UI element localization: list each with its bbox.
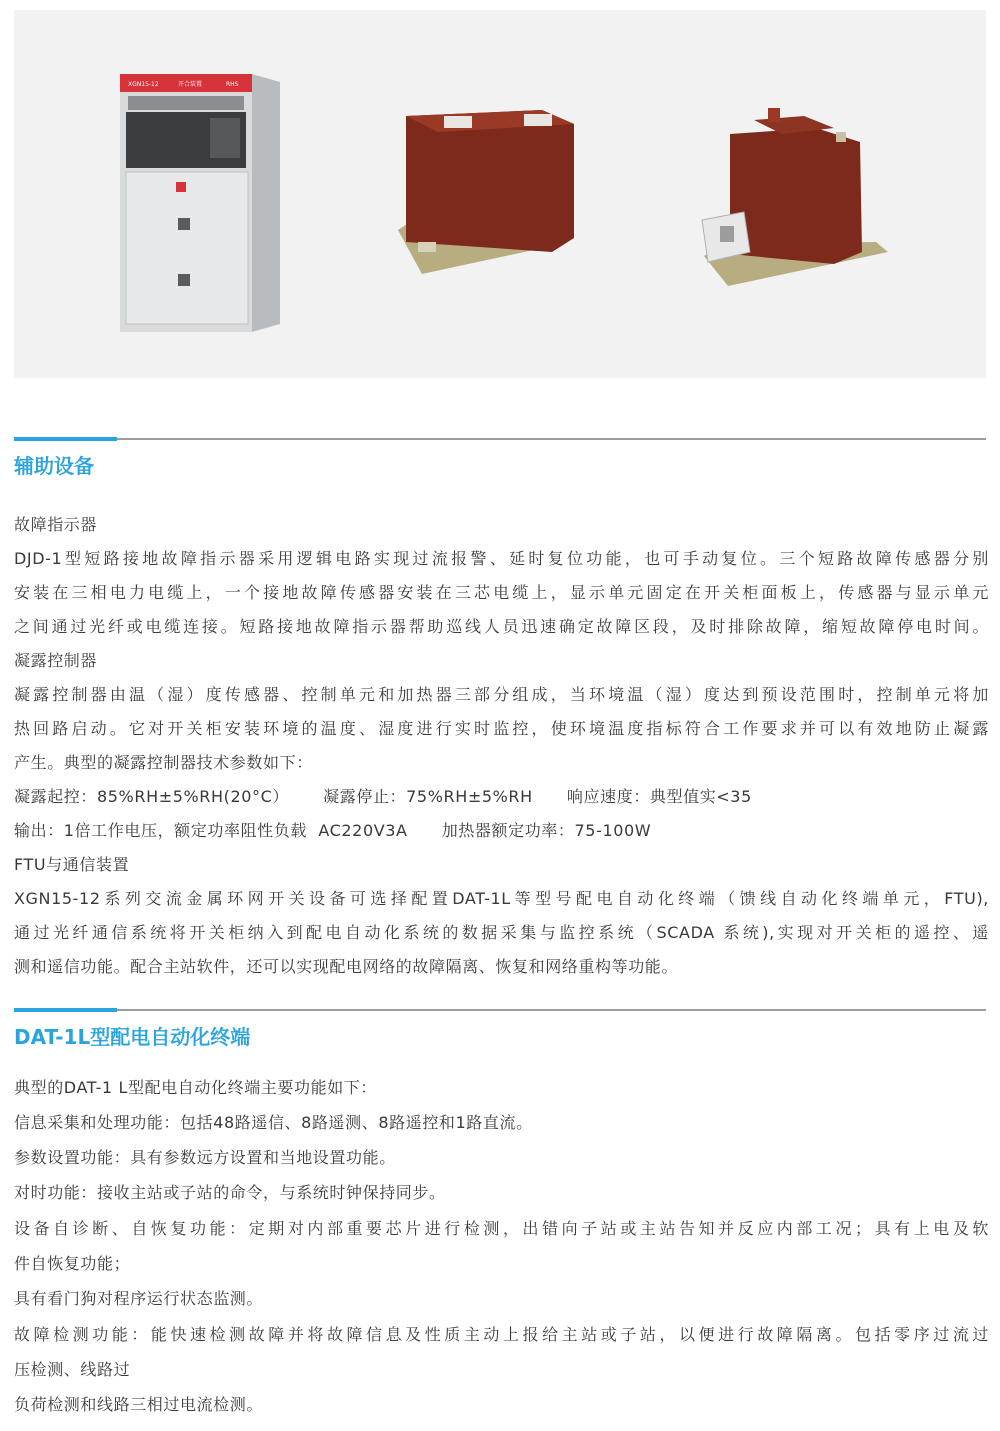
divider-accent [14, 437, 117, 441]
subheading-ftu: FTU与通信装置 [14, 855, 130, 874]
paragraph-line: 对时功能：接收主站或子站的命令，与系统时钟保持同步。 [14, 1183, 446, 1202]
subheading-fault-indicator: 故障指示器 [14, 515, 98, 534]
divider-line [117, 1009, 986, 1011]
paragraph-line: 通过光纤通信系统将开关柜纳入到配电自动化系统的数据采集与监控系统（SCADA 系统),实现对开关柜的遥控、遥 [14, 923, 989, 942]
subheading-condensation-controller: 凝露控制器 [14, 651, 98, 670]
divider-accent [14, 1008, 117, 1012]
paragraph-line: 热回路启动。它对开关柜安装环境的温度、湿度进行实时监控，使环境温度指标符合工作要求并可以有效地防止凝露 [14, 719, 989, 738]
paragraph-line: 凝露控制器由温（湿）度传感器、控制单元和加热器三部分组成，当环境温（湿）度达到预设范围时，控制单元将加 [14, 685, 989, 704]
switchgear-cabinet-image [114, 60, 284, 338]
voltage-transformer-image [684, 102, 894, 292]
current-transformer-image [392, 102, 582, 280]
spec-line: 输出：1倍工作电压，额定功率阻性负载 AC220V3A 加热器额定功率：75-100W [14, 821, 652, 840]
paragraph-line: 具有看门狗对程序运行状态监测。 [14, 1289, 264, 1308]
section-title-auxiliary: 辅助设备 [14, 454, 94, 478]
paragraph-line: 典型的DAT-1 L型配电自动化终端主要功能如下： [14, 1078, 378, 1097]
paragraph-line: 参数设置功能：具有参数远方设置和当地设置功能。 [14, 1148, 396, 1167]
paragraph-line: 件自恢复功能； [14, 1254, 131, 1273]
paragraph-line: 设备自诊断、自恢复功能：定期对内部重要芯片进行检测，出错向子站或主站告知并反应内部工况；具有上电及软 [14, 1219, 989, 1238]
section-title-dat-1l: DAT-1L型配电自动化终端 [14, 1025, 251, 1049]
panel-label-name: 开合装置 [178, 81, 203, 88]
paragraph-line: 压检测、线路过 [14, 1360, 131, 1379]
divider-line [117, 438, 986, 440]
paragraph-line: 产生。典型的凝露控制器技术参数如下： [14, 753, 313, 772]
spec-line: 凝露起控：85%RH±5%RH(20°C） 凝露停止：75%RH±5%RH 响应速度：典型值实<35 [14, 787, 752, 806]
panel-label-model: XGN15-12 [128, 81, 159, 88]
product-image-band [14, 10, 986, 378]
paragraph-line: 安装在三相电力电缆上，一个接地故障传感器安装在三芯电缆上，显示单元固定在开关柜面板上，传感器与显示单元 [14, 583, 989, 602]
paragraph-line: 信息采集和处理功能：包括48路遥信、8路遥测、8路遥控和1路直流。 [14, 1113, 533, 1132]
paragraph-line: 之间通过光纤或电缆连接。短路接地故障指示器帮助巡线人员迅速确定故障区段，及时排除故障，缩短故障停电时间。 [14, 617, 989, 636]
paragraph-line: XGN15-12系列交流金属环网开关设备可选择配置DAT-1L等型号配电自动化终端（馈线自动化终端单元，FTU), [14, 889, 989, 908]
paragraph-line: 负荷检测和线路三相过电流检测。 [14, 1395, 264, 1414]
panel-label-code: RHS [226, 81, 239, 88]
section-divider [14, 1008, 986, 1012]
paragraph-line: 故障检测功能：能快速检测故障并将故障信息及性质主动上报给主站或子站，以便进行故障隔离。包括零序过流过 [14, 1325, 989, 1344]
section-divider [14, 437, 986, 441]
paragraph-line: DJD-1型短路接地故障指示器采用逻辑电路实现过流报警、延时复位功能，也可手动复位。三个短路故障传感器分别 [14, 549, 989, 568]
paragraph-line: 测和遥信功能。配合主站软件，还可以实现配电网络的故障隔离、恢复和网络重构等功能。 [14, 957, 679, 976]
